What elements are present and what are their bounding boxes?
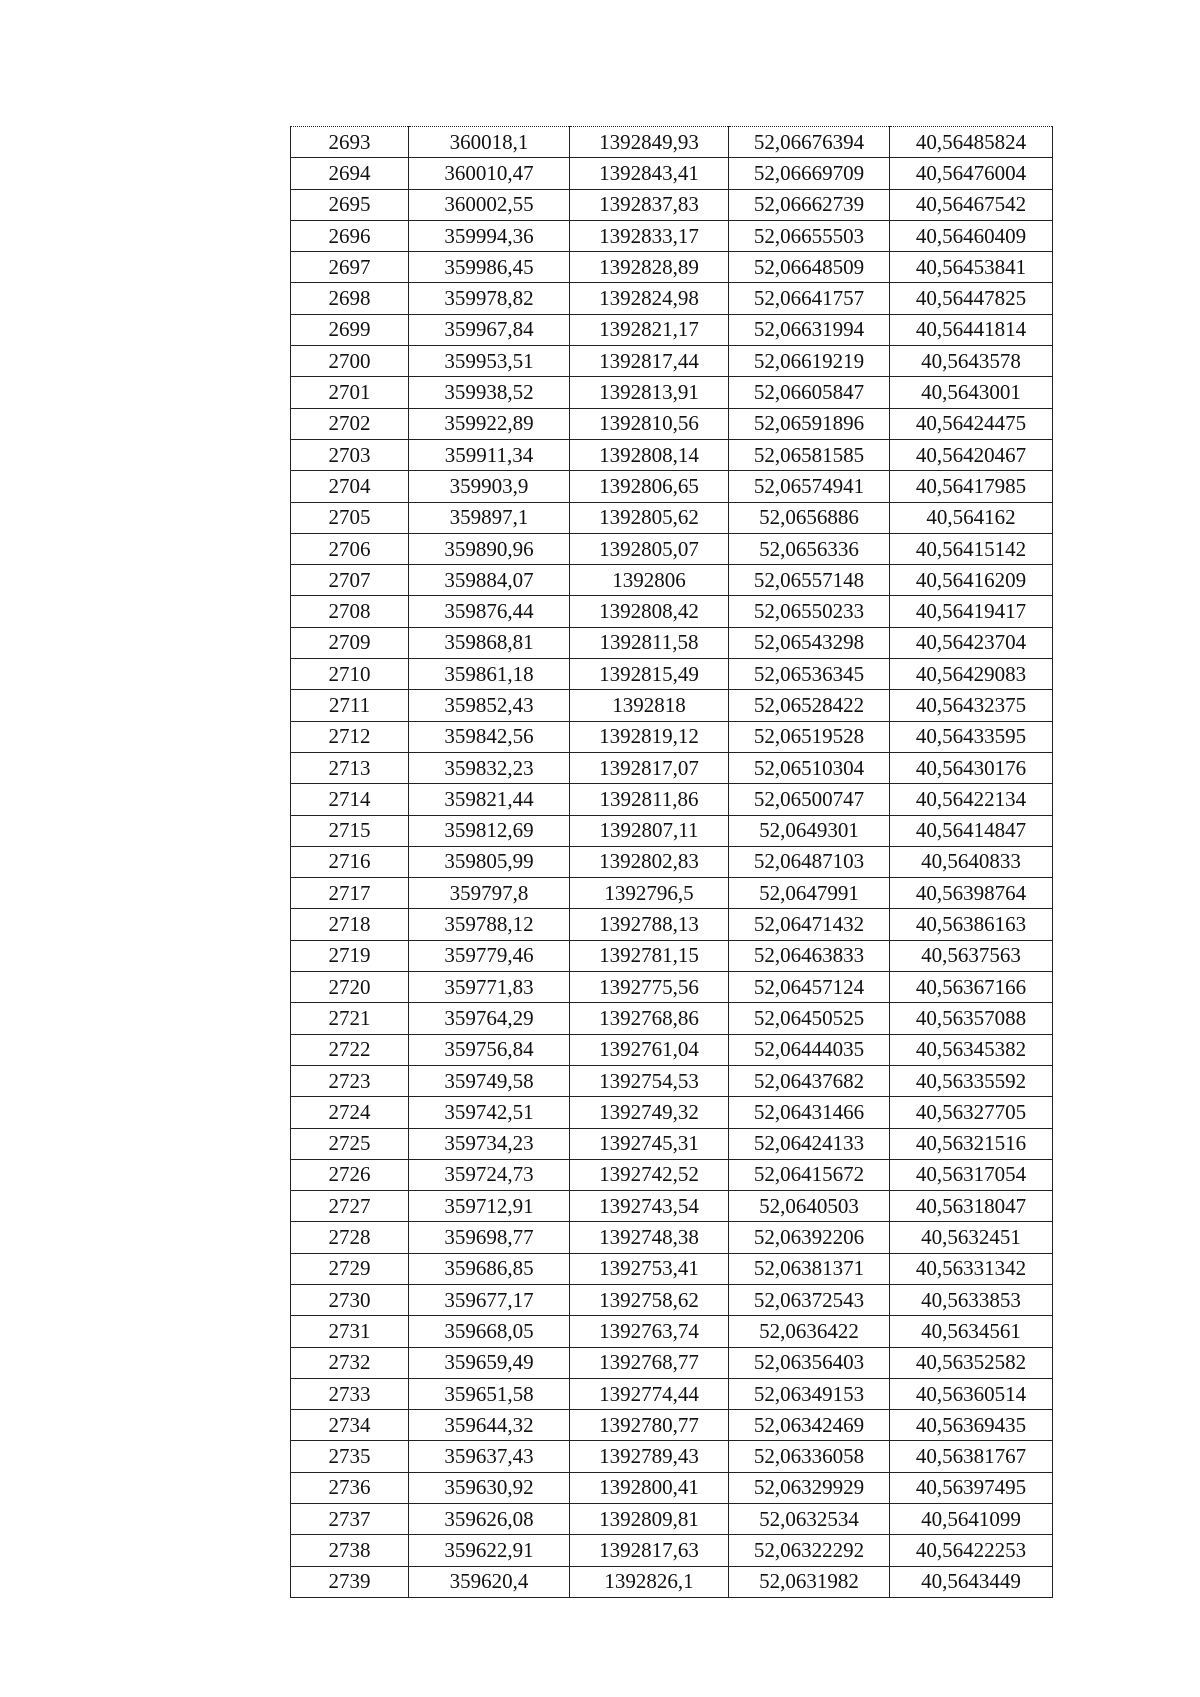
x-coordinate-cell: 359698,77 [409, 1222, 570, 1253]
point-number-cell: 2735 [291, 1441, 409, 1472]
latitude-cell: 52,06519528 [729, 721, 890, 752]
y-coordinate-cell: 1392802,83 [570, 846, 729, 877]
longitude-cell: 40,56441814 [890, 314, 1053, 345]
x-coordinate-cell: 359832,23 [409, 752, 570, 783]
table-row [291, 1128, 1053, 1159]
coordinates-table [290, 126, 1053, 1598]
longitude-cell: 40,56398764 [890, 878, 1053, 909]
x-coordinate-cell: 359630,92 [409, 1472, 570, 1503]
point-number-cell: 2726 [291, 1159, 409, 1190]
longitude-cell: 40,564162 [890, 502, 1053, 533]
x-coordinate-cell: 359805,99 [409, 846, 570, 877]
point-number-cell: 2694 [291, 158, 409, 189]
latitude-cell: 52,06648509 [729, 252, 890, 283]
latitude-cell: 52,06444035 [729, 1034, 890, 1065]
x-coordinate-cell: 359724,73 [409, 1159, 570, 1190]
x-coordinate-cell: 359637,43 [409, 1441, 570, 1472]
x-coordinate-cell: 359668,05 [409, 1316, 570, 1347]
longitude-cell: 40,56419417 [890, 596, 1053, 627]
y-coordinate-cell: 1392800,41 [570, 1472, 729, 1503]
x-coordinate-cell: 359897,1 [409, 502, 570, 533]
y-coordinate-cell: 1392806 [570, 565, 729, 596]
x-coordinate-cell: 359644,32 [409, 1410, 570, 1441]
point-number-cell: 2707 [291, 565, 409, 596]
point-number-cell: 2708 [291, 596, 409, 627]
table-row [291, 1410, 1053, 1441]
point-number-cell: 2702 [291, 408, 409, 439]
x-coordinate-cell: 359622,91 [409, 1535, 570, 1566]
longitude-cell: 40,56447825 [890, 283, 1053, 314]
point-number-cell: 2703 [291, 439, 409, 470]
longitude-cell: 40,56416209 [890, 565, 1053, 596]
latitude-cell: 52,0631982 [729, 1566, 890, 1597]
latitude-cell: 52,06424133 [729, 1128, 890, 1159]
table-row [291, 596, 1053, 627]
table-row [291, 752, 1053, 783]
point-number-cell: 2733 [291, 1378, 409, 1409]
latitude-cell: 52,06536345 [729, 659, 890, 690]
latitude-cell: 52,06557148 [729, 565, 890, 596]
table-row [291, 1253, 1053, 1284]
x-coordinate-cell: 359938,52 [409, 377, 570, 408]
table-row [291, 471, 1053, 502]
longitude-cell: 40,56317054 [890, 1159, 1053, 1190]
y-coordinate-cell: 1392843,41 [570, 158, 729, 189]
latitude-cell: 52,06381371 [729, 1253, 890, 1284]
table-row [291, 1222, 1053, 1253]
x-coordinate-cell: 359749,58 [409, 1065, 570, 1096]
longitude-cell: 40,56424475 [890, 408, 1053, 439]
longitude-cell: 40,5643449 [890, 1566, 1053, 1597]
y-coordinate-cell: 1392833,17 [570, 220, 729, 251]
x-coordinate-cell: 359922,89 [409, 408, 570, 439]
point-number-cell: 2695 [291, 189, 409, 220]
y-coordinate-cell: 1392796,5 [570, 878, 729, 909]
point-number-cell: 2722 [291, 1034, 409, 1065]
x-coordinate-cell: 359734,23 [409, 1128, 570, 1159]
x-coordinate-cell: 359994,36 [409, 220, 570, 251]
x-coordinate-cell: 359861,18 [409, 659, 570, 690]
x-coordinate-cell: 360002,55 [409, 189, 570, 220]
x-coordinate-cell: 359756,84 [409, 1034, 570, 1065]
longitude-cell: 40,56429083 [890, 659, 1053, 690]
table-row [291, 377, 1053, 408]
y-coordinate-cell: 1392837,83 [570, 189, 729, 220]
table-row [291, 690, 1053, 721]
longitude-cell: 40,5641099 [890, 1504, 1053, 1535]
y-coordinate-cell: 1392811,58 [570, 627, 729, 658]
x-coordinate-cell: 359852,43 [409, 690, 570, 721]
x-coordinate-cell: 359978,82 [409, 283, 570, 314]
latitude-cell: 52,0656886 [729, 502, 890, 533]
longitude-cell: 40,5632451 [890, 1222, 1053, 1253]
latitude-cell: 52,06349153 [729, 1378, 890, 1409]
x-coordinate-cell: 359903,9 [409, 471, 570, 502]
table-row [291, 659, 1053, 690]
x-coordinate-cell: 359659,49 [409, 1347, 570, 1378]
x-coordinate-cell: 359626,08 [409, 1504, 570, 1535]
point-number-cell: 2698 [291, 283, 409, 314]
y-coordinate-cell: 1392821,17 [570, 314, 729, 345]
x-coordinate-cell: 359686,85 [409, 1253, 570, 1284]
y-coordinate-cell: 1392817,07 [570, 752, 729, 783]
latitude-cell: 52,06342469 [729, 1410, 890, 1441]
table-row [291, 1566, 1053, 1597]
longitude-cell: 40,56415142 [890, 533, 1053, 564]
latitude-cell: 52,06500747 [729, 784, 890, 815]
point-number-cell: 2717 [291, 878, 409, 909]
latitude-cell: 52,06550233 [729, 596, 890, 627]
y-coordinate-cell: 1392807,11 [570, 815, 729, 846]
latitude-cell: 52,06336058 [729, 1441, 890, 1472]
table-row [291, 1284, 1053, 1315]
table-row [291, 784, 1053, 815]
point-number-cell: 2725 [291, 1128, 409, 1159]
x-coordinate-cell: 359876,44 [409, 596, 570, 627]
y-coordinate-cell: 1392789,43 [570, 1441, 729, 1472]
y-coordinate-cell: 1392742,52 [570, 1159, 729, 1190]
x-coordinate-cell: 359788,12 [409, 909, 570, 940]
table-row [291, 1504, 1053, 1535]
longitude-cell: 40,5637563 [890, 940, 1053, 971]
longitude-cell: 40,56352582 [890, 1347, 1053, 1378]
point-number-cell: 2709 [291, 627, 409, 658]
longitude-cell: 40,56327705 [890, 1097, 1053, 1128]
point-number-cell: 2716 [291, 846, 409, 877]
longitude-cell: 40,56467542 [890, 189, 1053, 220]
latitude-cell: 52,06372543 [729, 1284, 890, 1315]
y-coordinate-cell: 1392745,31 [570, 1128, 729, 1159]
longitude-cell: 40,56430176 [890, 752, 1053, 783]
y-coordinate-cell: 1392817,63 [570, 1535, 729, 1566]
longitude-cell: 40,56331342 [890, 1253, 1053, 1284]
latitude-cell: 52,06581585 [729, 439, 890, 470]
point-number-cell: 2720 [291, 972, 409, 1003]
y-coordinate-cell: 1392781,15 [570, 940, 729, 971]
table-row [291, 408, 1053, 439]
longitude-cell: 40,56367166 [890, 972, 1053, 1003]
x-coordinate-cell: 360018,1 [409, 127, 570, 158]
latitude-cell: 52,06356403 [729, 1347, 890, 1378]
longitude-cell: 40,5633853 [890, 1284, 1053, 1315]
table-row [291, 972, 1053, 1003]
latitude-cell: 52,06574941 [729, 471, 890, 502]
y-coordinate-cell: 1392811,86 [570, 784, 729, 815]
y-coordinate-cell: 1392753,41 [570, 1253, 729, 1284]
longitude-cell: 40,56357088 [890, 1003, 1053, 1034]
point-number-cell: 2696 [291, 220, 409, 251]
table-row [291, 846, 1053, 877]
y-coordinate-cell: 1392749,32 [570, 1097, 729, 1128]
longitude-cell: 40,56386163 [890, 909, 1053, 940]
latitude-cell: 52,06463833 [729, 940, 890, 971]
point-number-cell: 2705 [291, 502, 409, 533]
table-row [291, 346, 1053, 377]
point-number-cell: 2732 [291, 1347, 409, 1378]
y-coordinate-cell: 1392768,77 [570, 1347, 729, 1378]
table-row [291, 1034, 1053, 1065]
longitude-cell: 40,56417985 [890, 471, 1053, 502]
latitude-cell: 52,06641757 [729, 283, 890, 314]
x-coordinate-cell: 359890,96 [409, 533, 570, 564]
point-number-cell: 2706 [291, 533, 409, 564]
table-row [291, 721, 1053, 752]
x-coordinate-cell: 359620,4 [409, 1566, 570, 1597]
y-coordinate-cell: 1392809,81 [570, 1504, 729, 1535]
point-number-cell: 2693 [291, 127, 409, 158]
x-coordinate-cell: 359812,69 [409, 815, 570, 846]
longitude-cell: 40,56345382 [890, 1034, 1053, 1065]
latitude-cell: 52,06450525 [729, 1003, 890, 1034]
x-coordinate-cell: 359967,84 [409, 314, 570, 345]
point-number-cell: 2710 [291, 659, 409, 690]
point-number-cell: 2718 [291, 909, 409, 940]
table-row [291, 1159, 1053, 1190]
longitude-cell: 40,56369435 [890, 1410, 1053, 1441]
table-row [291, 940, 1053, 971]
x-coordinate-cell: 359779,46 [409, 940, 570, 971]
point-number-cell: 2714 [291, 784, 409, 815]
x-coordinate-cell: 359797,8 [409, 878, 570, 909]
point-number-cell: 2731 [291, 1316, 409, 1347]
y-coordinate-cell: 1392748,38 [570, 1222, 729, 1253]
y-coordinate-cell: 1392849,93 [570, 127, 729, 158]
latitude-cell: 52,06591896 [729, 408, 890, 439]
longitude-cell: 40,56397495 [890, 1472, 1053, 1503]
x-coordinate-cell: 359884,07 [409, 565, 570, 596]
table-row [291, 909, 1053, 940]
y-coordinate-cell: 1392806,65 [570, 471, 729, 502]
table-row [291, 533, 1053, 564]
latitude-cell: 52,06631994 [729, 314, 890, 345]
table-row [291, 252, 1053, 283]
y-coordinate-cell: 1392828,89 [570, 252, 729, 283]
table-row [291, 1065, 1053, 1096]
table-row [291, 314, 1053, 345]
latitude-cell: 52,06543298 [729, 627, 890, 658]
y-coordinate-cell: 1392788,13 [570, 909, 729, 940]
table-row [291, 1441, 1053, 1472]
latitude-cell: 52,06415672 [729, 1159, 890, 1190]
longitude-cell: 40,56476004 [890, 158, 1053, 189]
table-row [291, 627, 1053, 658]
latitude-cell: 52,0649301 [729, 815, 890, 846]
point-number-cell: 2729 [291, 1253, 409, 1284]
latitude-cell: 52,06437682 [729, 1065, 890, 1096]
latitude-cell: 52,06669709 [729, 158, 890, 189]
table-row [291, 1003, 1053, 1034]
latitude-cell: 52,0636422 [729, 1316, 890, 1347]
table-row [291, 439, 1053, 470]
x-coordinate-cell: 359821,44 [409, 784, 570, 815]
x-coordinate-cell: 359911,34 [409, 439, 570, 470]
table-row [291, 189, 1053, 220]
point-number-cell: 2739 [291, 1566, 409, 1597]
y-coordinate-cell: 1392826,1 [570, 1566, 729, 1597]
x-coordinate-cell: 359712,91 [409, 1191, 570, 1222]
latitude-cell: 52,06528422 [729, 690, 890, 721]
longitude-cell: 40,5643001 [890, 377, 1053, 408]
y-coordinate-cell: 1392758,62 [570, 1284, 729, 1315]
y-coordinate-cell: 1392815,49 [570, 659, 729, 690]
latitude-cell: 52,0640503 [729, 1191, 890, 1222]
y-coordinate-cell: 1392818 [570, 690, 729, 721]
longitude-cell: 40,56432375 [890, 690, 1053, 721]
latitude-cell: 52,06431466 [729, 1097, 890, 1128]
point-number-cell: 2738 [291, 1535, 409, 1566]
table-row [291, 878, 1053, 909]
latitude-cell: 52,06655503 [729, 220, 890, 251]
x-coordinate-cell: 359742,51 [409, 1097, 570, 1128]
point-number-cell: 2721 [291, 1003, 409, 1034]
x-coordinate-cell: 359986,45 [409, 252, 570, 283]
point-number-cell: 2724 [291, 1097, 409, 1128]
coordinates-table-body [291, 127, 1053, 1598]
y-coordinate-cell: 1392808,14 [570, 439, 729, 470]
longitude-cell: 40,56485824 [890, 127, 1053, 158]
longitude-cell: 40,56433595 [890, 721, 1053, 752]
table-row [291, 815, 1053, 846]
point-number-cell: 2697 [291, 252, 409, 283]
latitude-cell: 52,06329929 [729, 1472, 890, 1503]
point-number-cell: 2711 [291, 690, 409, 721]
table-row [291, 502, 1053, 533]
table-row [291, 158, 1053, 189]
y-coordinate-cell: 1392768,86 [570, 1003, 729, 1034]
latitude-cell: 52,06392206 [729, 1222, 890, 1253]
longitude-cell: 40,56460409 [890, 220, 1053, 251]
longitude-cell: 40,56414847 [890, 815, 1053, 846]
longitude-cell: 40,5634561 [890, 1316, 1053, 1347]
y-coordinate-cell: 1392824,98 [570, 283, 729, 314]
point-number-cell: 2713 [291, 752, 409, 783]
table-row [291, 565, 1053, 596]
longitude-cell: 40,56422253 [890, 1535, 1053, 1566]
table-row [291, 220, 1053, 251]
longitude-cell: 40,56318047 [890, 1191, 1053, 1222]
longitude-cell: 40,56423704 [890, 627, 1053, 658]
y-coordinate-cell: 1392754,53 [570, 1065, 729, 1096]
y-coordinate-cell: 1392808,42 [570, 596, 729, 627]
table-row [291, 1347, 1053, 1378]
longitude-cell: 40,56360514 [890, 1378, 1053, 1409]
y-coordinate-cell: 1392819,12 [570, 721, 729, 752]
y-coordinate-cell: 1392810,56 [570, 408, 729, 439]
x-coordinate-cell: 359842,56 [409, 721, 570, 752]
y-coordinate-cell: 1392805,62 [570, 502, 729, 533]
latitude-cell: 52,06457124 [729, 972, 890, 1003]
point-number-cell: 2723 [291, 1065, 409, 1096]
point-number-cell: 2715 [291, 815, 409, 846]
table-row [291, 127, 1053, 158]
point-number-cell: 2701 [291, 377, 409, 408]
x-coordinate-cell: 360010,47 [409, 158, 570, 189]
point-number-cell: 2736 [291, 1472, 409, 1503]
y-coordinate-cell: 1392780,77 [570, 1410, 729, 1441]
x-coordinate-cell: 359868,81 [409, 627, 570, 658]
y-coordinate-cell: 1392774,44 [570, 1378, 729, 1409]
latitude-cell: 52,06619219 [729, 346, 890, 377]
point-number-cell: 2719 [291, 940, 409, 971]
latitude-cell: 52,06662739 [729, 189, 890, 220]
x-coordinate-cell: 359764,29 [409, 1003, 570, 1034]
table-row [291, 1191, 1053, 1222]
latitude-cell: 52,0656336 [729, 533, 890, 564]
table-row [291, 1378, 1053, 1409]
x-coordinate-cell: 359771,83 [409, 972, 570, 1003]
latitude-cell: 52,06676394 [729, 127, 890, 158]
latitude-cell: 52,06487103 [729, 846, 890, 877]
longitude-cell: 40,56335592 [890, 1065, 1053, 1096]
longitude-cell: 40,56422134 [890, 784, 1053, 815]
longitude-cell: 40,56420467 [890, 439, 1053, 470]
y-coordinate-cell: 1392743,54 [570, 1191, 729, 1222]
x-coordinate-cell: 359677,17 [409, 1284, 570, 1315]
latitude-cell: 52,06471432 [729, 909, 890, 940]
point-number-cell: 2737 [291, 1504, 409, 1535]
x-coordinate-cell: 359651,58 [409, 1378, 570, 1409]
y-coordinate-cell: 1392763,74 [570, 1316, 729, 1347]
point-number-cell: 2728 [291, 1222, 409, 1253]
table-row [291, 1535, 1053, 1566]
longitude-cell: 40,56321516 [890, 1128, 1053, 1159]
table-row [291, 1097, 1053, 1128]
y-coordinate-cell: 1392805,07 [570, 533, 729, 564]
point-number-cell: 2730 [291, 1284, 409, 1315]
y-coordinate-cell: 1392817,44 [570, 346, 729, 377]
x-coordinate-cell: 359953,51 [409, 346, 570, 377]
latitude-cell: 52,0632534 [729, 1504, 890, 1535]
y-coordinate-cell: 1392813,91 [570, 377, 729, 408]
table-row [291, 1472, 1053, 1503]
point-number-cell: 2727 [291, 1191, 409, 1222]
latitude-cell: 52,06322292 [729, 1535, 890, 1566]
table-row [291, 1316, 1053, 1347]
longitude-cell: 40,5643578 [890, 346, 1053, 377]
longitude-cell: 40,56381767 [890, 1441, 1053, 1472]
point-number-cell: 2704 [291, 471, 409, 502]
longitude-cell: 40,5640833 [890, 846, 1053, 877]
table-row [291, 283, 1053, 314]
point-number-cell: 2700 [291, 346, 409, 377]
y-coordinate-cell: 1392761,04 [570, 1034, 729, 1065]
latitude-cell: 52,06605847 [729, 377, 890, 408]
point-number-cell: 2699 [291, 314, 409, 345]
latitude-cell: 52,0647991 [729, 878, 890, 909]
point-number-cell: 2734 [291, 1410, 409, 1441]
longitude-cell: 40,56453841 [890, 252, 1053, 283]
point-number-cell: 2712 [291, 721, 409, 752]
latitude-cell: 52,06510304 [729, 752, 890, 783]
y-coordinate-cell: 1392775,56 [570, 972, 729, 1003]
